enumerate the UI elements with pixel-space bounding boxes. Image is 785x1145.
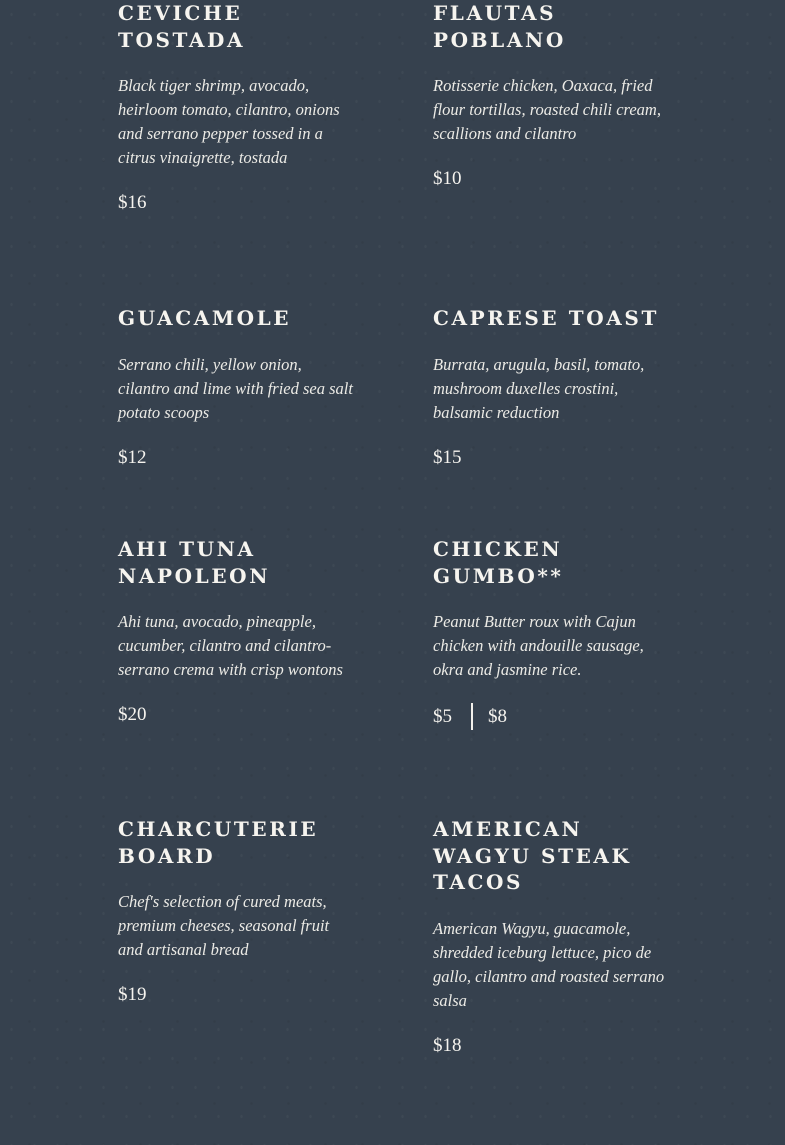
item-description: Rotisserie chicken, Oaxaca, fried flour tortillas, roasted chili cream, scallions and cilantro	[433, 76, 661, 143]
price-value: $18	[433, 1034, 462, 1056]
item-name: CAPRESE TOAST	[433, 306, 659, 330]
item-price	[433, 1034, 673, 1058]
menu-item	[118, 816, 358, 1007]
item-price	[433, 703, 673, 730]
menu-item	[118, 536, 358, 727]
item-description: American Wagyu, guacamole, shredded iceburg lettuce, pico de gallo, cilantro and roasted serrano salsa	[433, 918, 665, 1010]
item-price	[118, 703, 358, 727]
item-description: Peanut Butter roux with Cajun chicken with andouille sausage, okra and jasmine rice.	[433, 612, 644, 679]
item-name: AMERICAN WAGYU STEAK TACOS	[433, 817, 632, 894]
item-name: CHICKEN GUMBO**	[433, 537, 564, 588]
price-value: $20	[118, 704, 147, 725]
price-value-small: $5	[433, 705, 452, 727]
item-price	[433, 167, 673, 191]
price-value: $15	[433, 446, 462, 468]
item-name: CHARCUTERIE BOARD	[118, 817, 319, 868]
price-value: $12	[118, 446, 147, 468]
item-name: GUACAMOLE	[118, 306, 292, 330]
item-price	[118, 191, 358, 215]
item-name: AHI TUNA NAPOLEON	[118, 537, 271, 588]
item-name: FLAUTAS POBLANO	[433, 1, 566, 52]
menu-item	[433, 536, 673, 730]
item-price	[433, 446, 673, 470]
item-description: Burrata, arugula, basil, tomato, mushroom duxelles crostini, balsamic reduction	[433, 354, 645, 422]
item-description: Chef's selection of cured meats, premium cheeses, seasonal fruit and artisanal bread	[118, 892, 330, 959]
price-divider	[471, 703, 473, 730]
menu-item	[118, 305, 358, 470]
menu-item	[433, 305, 673, 470]
item-price	[118, 446, 358, 470]
price-value: $19	[118, 984, 147, 1005]
item-name: CEVICHE TOSTADA	[118, 1, 246, 52]
item-description: Black tiger shrimp, avocado, heirloom tomato, cilantro, onions and serrano pepper tossed in a citrus vinaigrette, tostada	[118, 76, 340, 167]
menu-item	[433, 816, 673, 1058]
menu-item	[118, 0, 358, 215]
price-value-large: $8	[488, 705, 507, 727]
item-description: Serrano chili, yellow onion, cilantro and lime with fried sea salt potato scoops	[118, 354, 353, 422]
item-price	[118, 983, 358, 1007]
item-description: Ahi tuna, avocado, pineapple, cucumber, cilantro and cilantro-serrano crema with crisp wontons	[118, 612, 343, 679]
menu-item	[433, 0, 673, 191]
price-value: $16	[118, 192, 147, 213]
price-value: $10	[433, 168, 462, 189]
